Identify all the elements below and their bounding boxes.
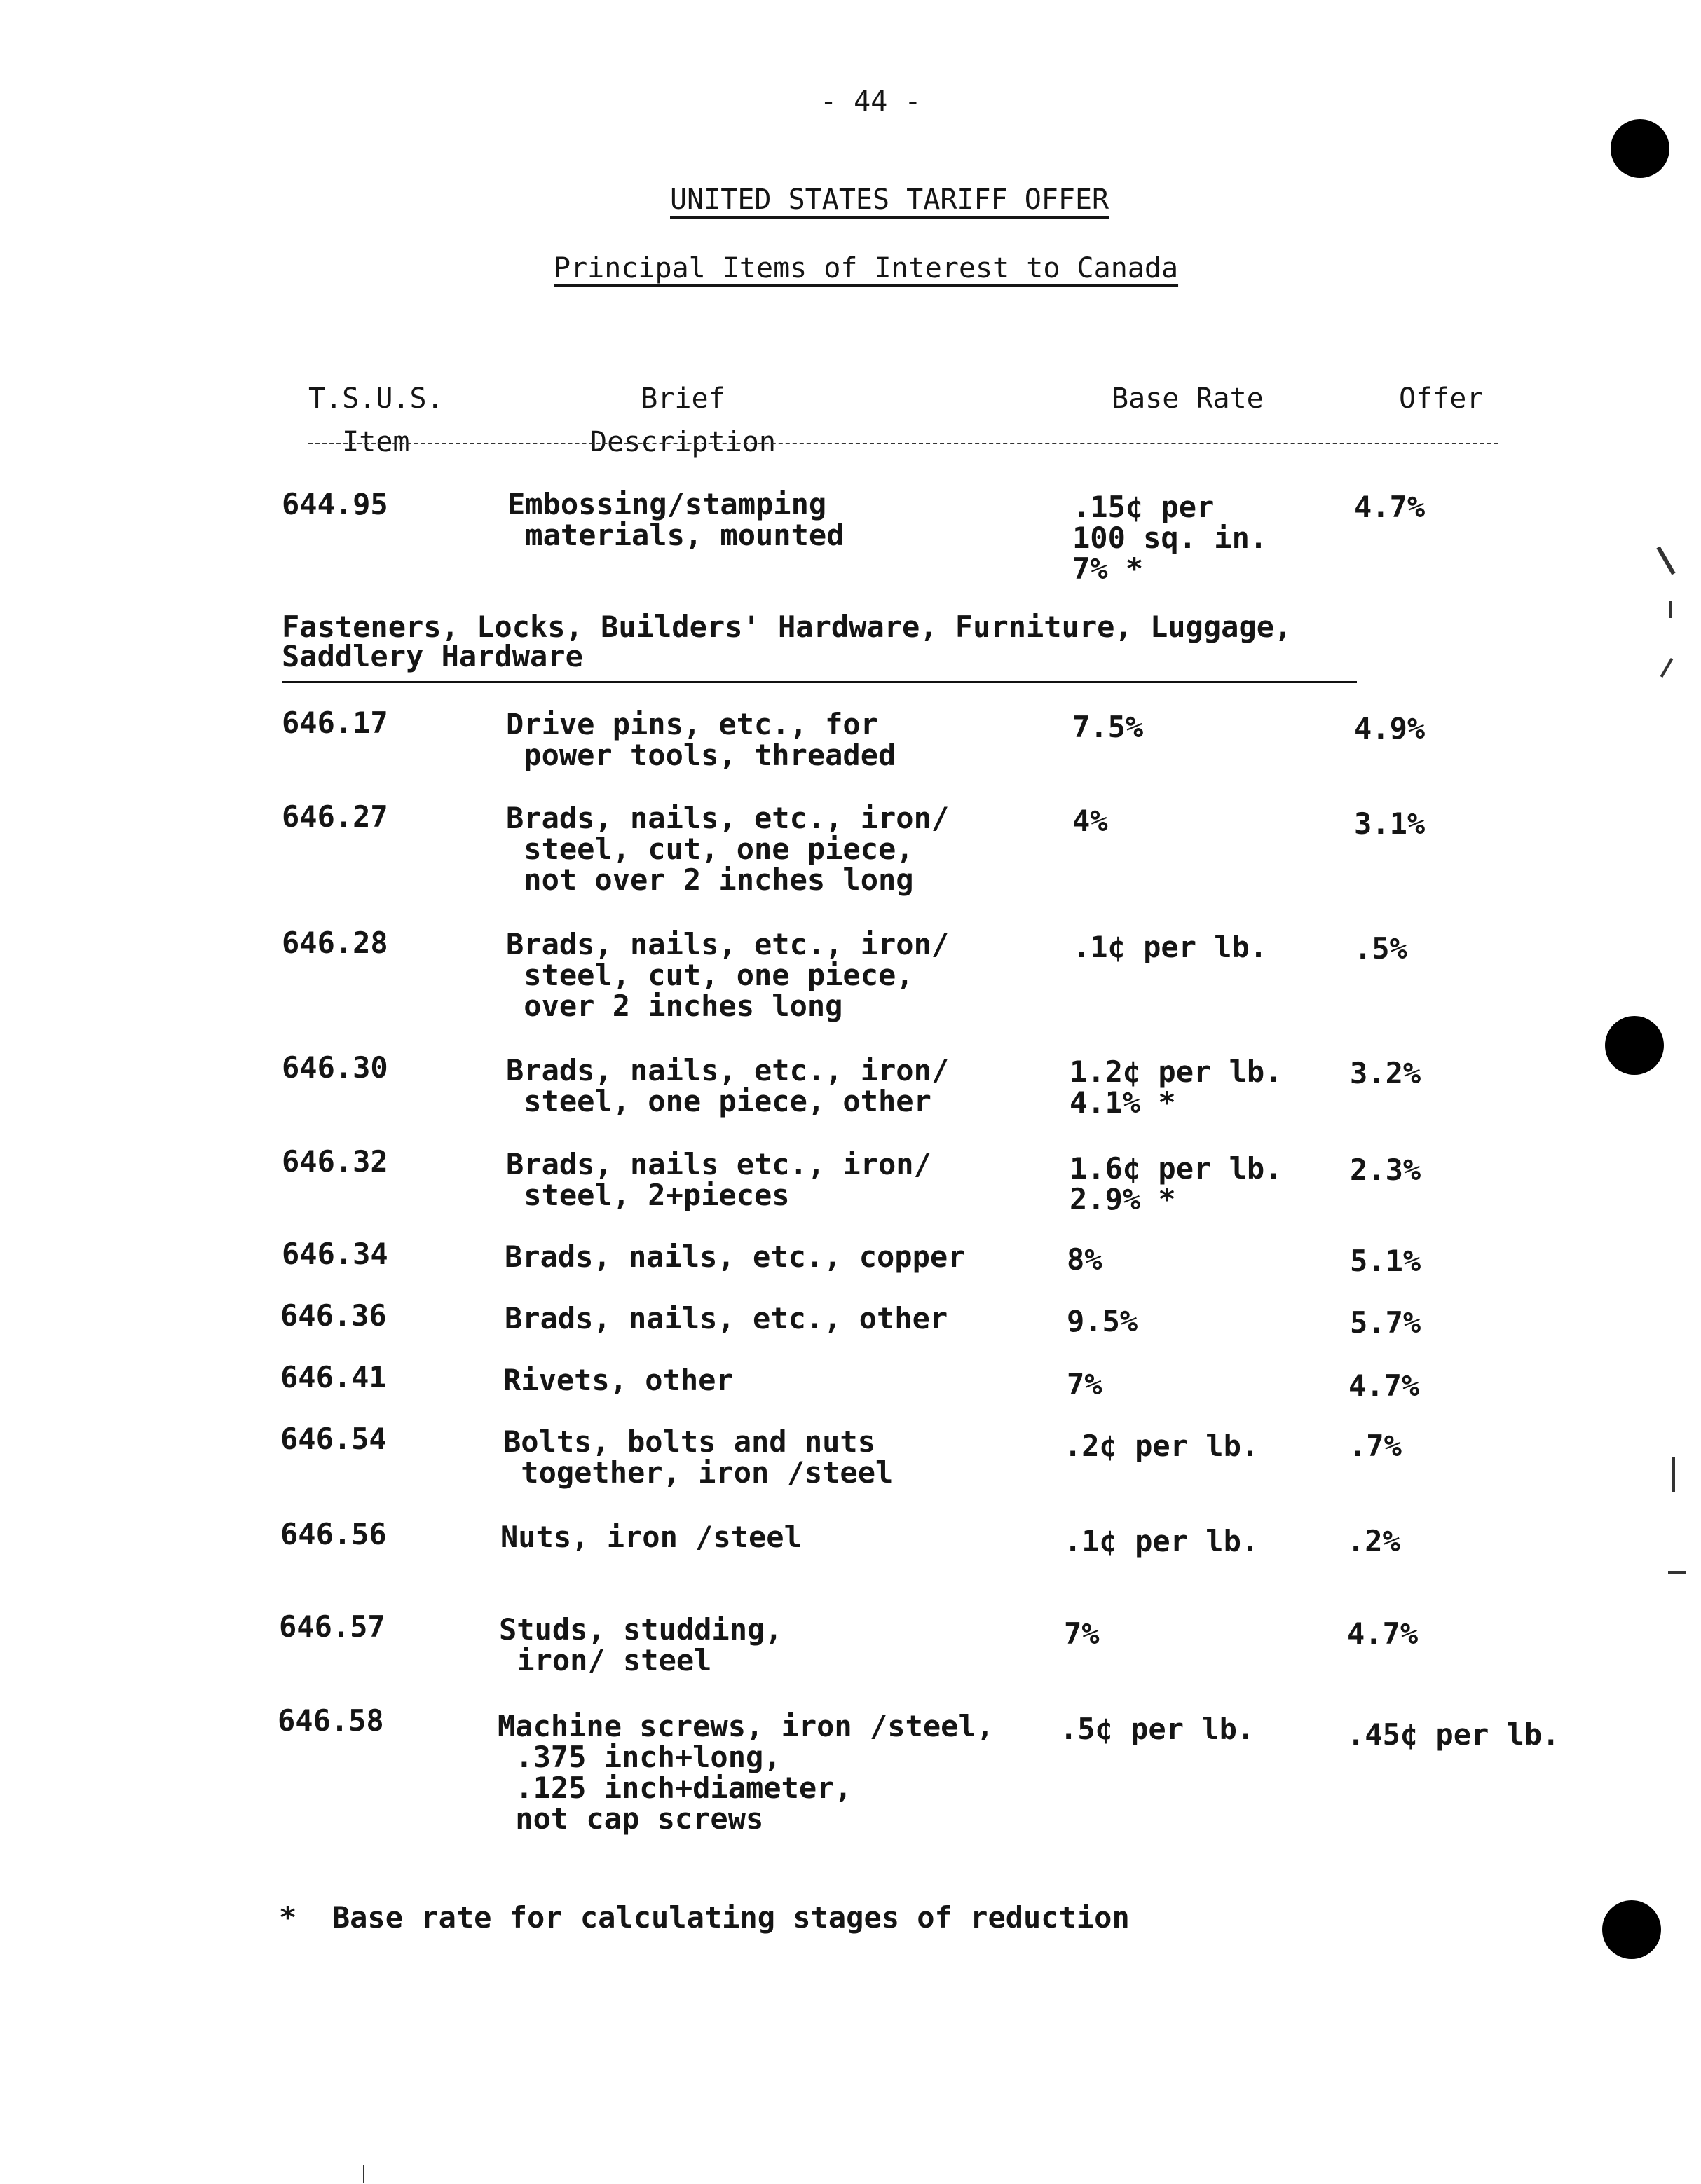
row-base-rate: 7.5% — [1072, 710, 1144, 744]
row-offer: 4.7% — [1347, 1616, 1419, 1651]
footnote: * Base rate for calculating stages of reduction — [279, 1900, 1130, 1935]
row-description: Embossing/stamping materials, mounted — [507, 487, 845, 552]
row-offer: .5% — [1354, 931, 1407, 966]
row-description: Rivets, other — [503, 1363, 734, 1397]
row-offer: 3.1% — [1354, 806, 1426, 841]
scan-mark — [1672, 1457, 1675, 1492]
row-offer: 2.3% — [1350, 1153, 1421, 1187]
row-base-rate: 1.6¢ per lb. 2.9% * — [1070, 1151, 1283, 1216]
scan-mark — [363, 2165, 364, 2183]
document-title: UNITED STATES TARIFF OFFER — [670, 184, 1109, 216]
scan-mark — [1668, 1571, 1686, 1574]
row-item: 646.28 — [282, 926, 388, 960]
col-header-item: T.S.U.S. Item — [308, 383, 444, 458]
row-item: 646.54 — [280, 1422, 387, 1456]
row-description: Nuts, iron /steel — [500, 1520, 802, 1554]
row-description: Bolts, bolts and nuts together, iron /steel — [503, 1424, 894, 1490]
row-base-rate: 1.2¢ per lb. 4.1% * — [1070, 1055, 1283, 1120]
section-heading: Fasteners, Locks, Builders' Hardware, Furniture, Luggage, Saddlery Hardware — [282, 610, 1292, 673]
punch-hole — [1602, 1900, 1661, 1959]
section-rule — [282, 681, 1357, 683]
punch-hole — [1605, 1016, 1664, 1075]
row-base-rate: 4% — [1072, 804, 1108, 838]
row-offer: 5.7% — [1350, 1305, 1421, 1340]
row-description: Brads, nails, etc., copper — [505, 1239, 966, 1274]
row-base-rate: .1¢ per lb. — [1072, 930, 1268, 964]
row-offer: .7% — [1348, 1429, 1402, 1463]
row-description: Brads, nails, etc., other — [505, 1301, 948, 1335]
row-base-rate: .1¢ per lb. — [1064, 1524, 1259, 1558]
row-offer: 4.7% — [1348, 1368, 1420, 1403]
row-description: Brads, nails etc., iron/ steel, 2+pieces — [506, 1147, 931, 1212]
row-base-rate: .15¢ per 100 sq. in. 7% * — [1072, 490, 1268, 586]
row-item: 646.32 — [282, 1144, 388, 1179]
row-base-rate: .2¢ per lb. — [1064, 1429, 1259, 1463]
col-header-offer: Offer — [1399, 383, 1484, 415]
scan-mark — [1669, 601, 1672, 618]
punch-hole — [1611, 119, 1669, 178]
row-description: Machine screws, iron /steel, .375 inch+long, .125 inch+diameter, not cap screws — [498, 1709, 995, 1836]
row-offer: 4.7% — [1354, 490, 1426, 524]
row-item: 646.41 — [280, 1360, 387, 1394]
row-base-rate: 7% — [1064, 1616, 1100, 1651]
row-base-rate: 8% — [1067, 1242, 1102, 1277]
row-description: Drive pins, etc., for power tools, threaded — [506, 707, 896, 772]
row-offer: .45¢ per lb. — [1347, 1717, 1560, 1752]
row-offer: .2% — [1347, 1524, 1400, 1558]
page-number: - 44 - — [820, 85, 922, 118]
row-item: 646.57 — [279, 1609, 385, 1644]
row-base-rate: 7% — [1067, 1367, 1102, 1401]
scan-mark — [1660, 658, 1673, 678]
row-item: 646.34 — [282, 1237, 388, 1271]
scan-mark — [1656, 546, 1675, 575]
row-description: Brads, nails, etc., iron/ steel, cut, one piece, not over 2 inches long — [506, 801, 950, 897]
header-rule — [308, 443, 1498, 444]
row-base-rate: .5¢ per lb. — [1060, 1712, 1255, 1746]
col-header-description: Brief Description — [590, 383, 776, 458]
row-item: 646.36 — [280, 1298, 387, 1333]
row-item: 646.56 — [280, 1517, 387, 1551]
row-base-rate: 9.5% — [1067, 1304, 1138, 1338]
row-item: 646.58 — [278, 1703, 384, 1738]
document-subtitle: Principal Items of Interest to Canada — [554, 252, 1179, 284]
row-offer: 4.9% — [1354, 711, 1426, 746]
row-item: 646.27 — [282, 799, 388, 834]
row-item: 646.17 — [282, 706, 388, 740]
col-header-base-rate: Base Rate — [1112, 383, 1264, 415]
row-item: 646.30 — [282, 1050, 388, 1085]
row-description: Brads, nails, etc., iron/ steel, cut, one piece, over 2 inches long — [506, 927, 950, 1023]
row-offer: 5.1% — [1350, 1244, 1421, 1278]
row-description: Brads, nails, etc., iron/ steel, one piece, other — [506, 1053, 950, 1118]
row-item: 644.95 — [282, 487, 388, 521]
row-offer: 3.2% — [1350, 1056, 1421, 1090]
row-description: Studs, studding, iron/ steel — [499, 1612, 783, 1677]
